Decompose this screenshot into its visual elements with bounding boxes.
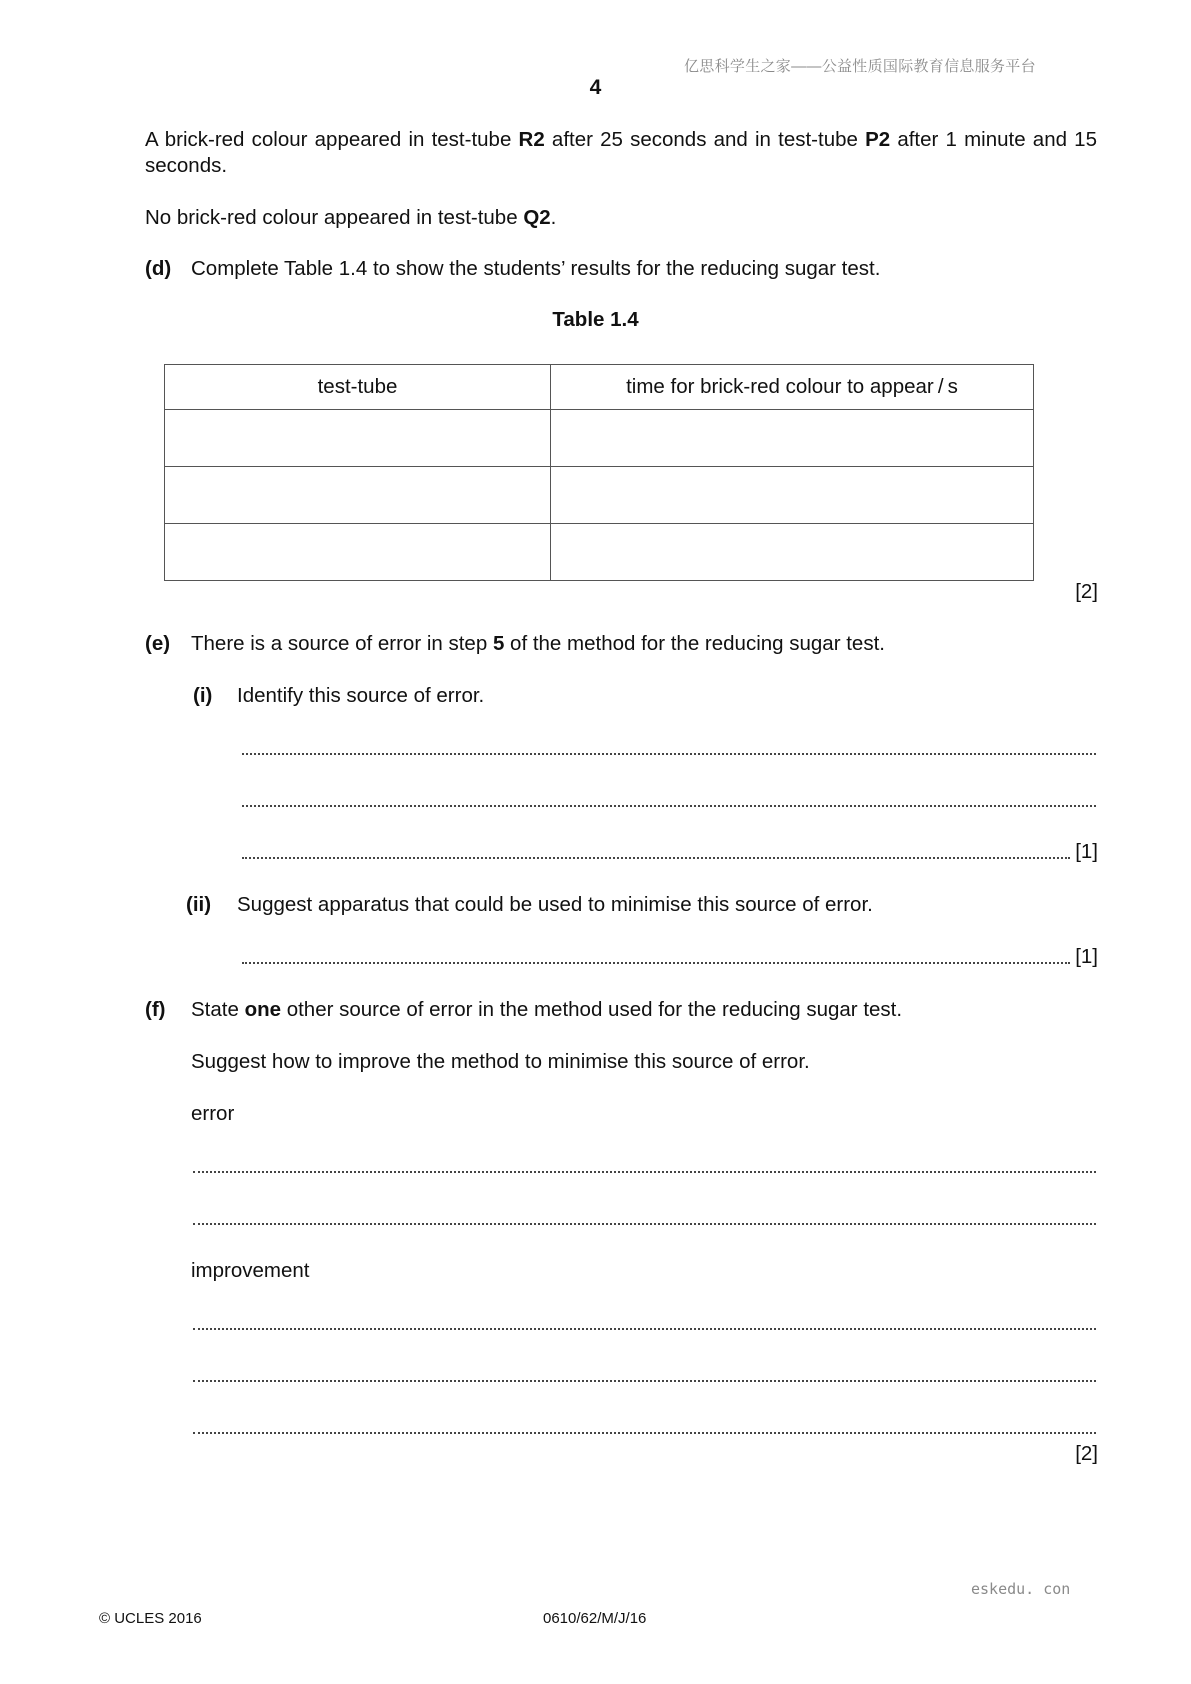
question-text-e-i: Identify this source of error. [237,684,485,707]
question-label-d: (d) [145,257,172,280]
answer-line[interactable] [193,1328,1096,1330]
intro-text: . [550,206,557,229]
table-cell-answer[interactable] [165,524,551,581]
answer-line[interactable] [242,805,1096,807]
question-text: of the method for the reducing sugar test. [504,632,885,655]
table-title: Table 1.4 [552,308,639,331]
question-text-f-2: Suggest how to improve the method to minimise this source of error. [191,1050,810,1073]
page-number: 4 [589,76,602,99]
answer-line[interactable] [193,1171,1096,1173]
table-cell-answer[interactable] [165,467,551,524]
table-header-row [165,365,1034,410]
answer-line[interactable] [193,1223,1096,1225]
intro-text: after 1 minute and 15 seconds. [145,128,1097,177]
answer-line[interactable] [242,962,1070,964]
mark-d: [2] [1075,580,1098,603]
table-row [165,524,1034,581]
improvement-label: improvement [191,1259,310,1282]
paper-code: 0610/62/M/J/16 [543,1610,647,1627]
table-row [165,467,1034,524]
site-watermark: eskedu. con [971,1580,1071,1598]
table-cell-answer[interactable] [551,467,1034,524]
copyright-text: © UCLES 2016 [99,1610,202,1627]
answer-line[interactable] [242,753,1096,755]
step-number: 5 [492,632,505,655]
table-cell-answer[interactable] [551,524,1034,581]
question-text-d: Complete Table 1.4 to show the students’ results for the reducing sugar test. [191,257,881,280]
tube-r2-label: R2 [518,128,545,151]
question-label-e-ii: (ii) [186,893,212,916]
table-header-time: time for brick-red colour to appear / s [551,365,1034,410]
question-text: other source of error in the method used for the reducing sugar test. [281,998,903,1021]
mark-e-i: [1] [1075,840,1098,863]
mark-e-ii: [1] [1075,945,1098,968]
intro-paragraph-2 [145,205,1097,231]
question-label-e-i: (i) [193,684,213,707]
question-label-f: (f) [145,998,166,1021]
question-text-e-ii: Suggest apparatus that could be used to minimise this source of error. [237,893,873,916]
table-cell-answer[interactable] [165,410,551,467]
answer-line[interactable] [193,1380,1096,1382]
question-text: State [191,998,245,1021]
answer-line[interactable] [193,1432,1096,1434]
table-cell-answer[interactable] [551,410,1034,467]
intro-text: No brick-red colour appeared in test-tube [145,206,524,229]
question-text-e [191,632,885,656]
question-label-e: (e) [145,632,171,655]
table-header-test-tube: test-tube [165,365,551,410]
question-text: There is a source of error in step [191,632,493,655]
question-text-f [191,998,902,1022]
answer-line[interactable] [242,857,1070,859]
emphasis-one: one [244,998,282,1021]
results-table [164,364,1034,581]
mark-f: [2] [1075,1442,1098,1465]
watermark-text: 亿思科学生之家——公益性质国际教育信息服务平台 [684,58,1036,75]
intro-text: after 25 seconds and in test-tube [544,128,866,151]
intro-paragraph-1 [145,127,1097,179]
tube-q2-label: Q2 [523,206,551,229]
intro-text: A brick-red colour appeared in test-tube [145,128,519,151]
table-row [165,410,1034,467]
error-label: error [191,1102,235,1125]
tube-p2-label: P2 [865,128,891,151]
